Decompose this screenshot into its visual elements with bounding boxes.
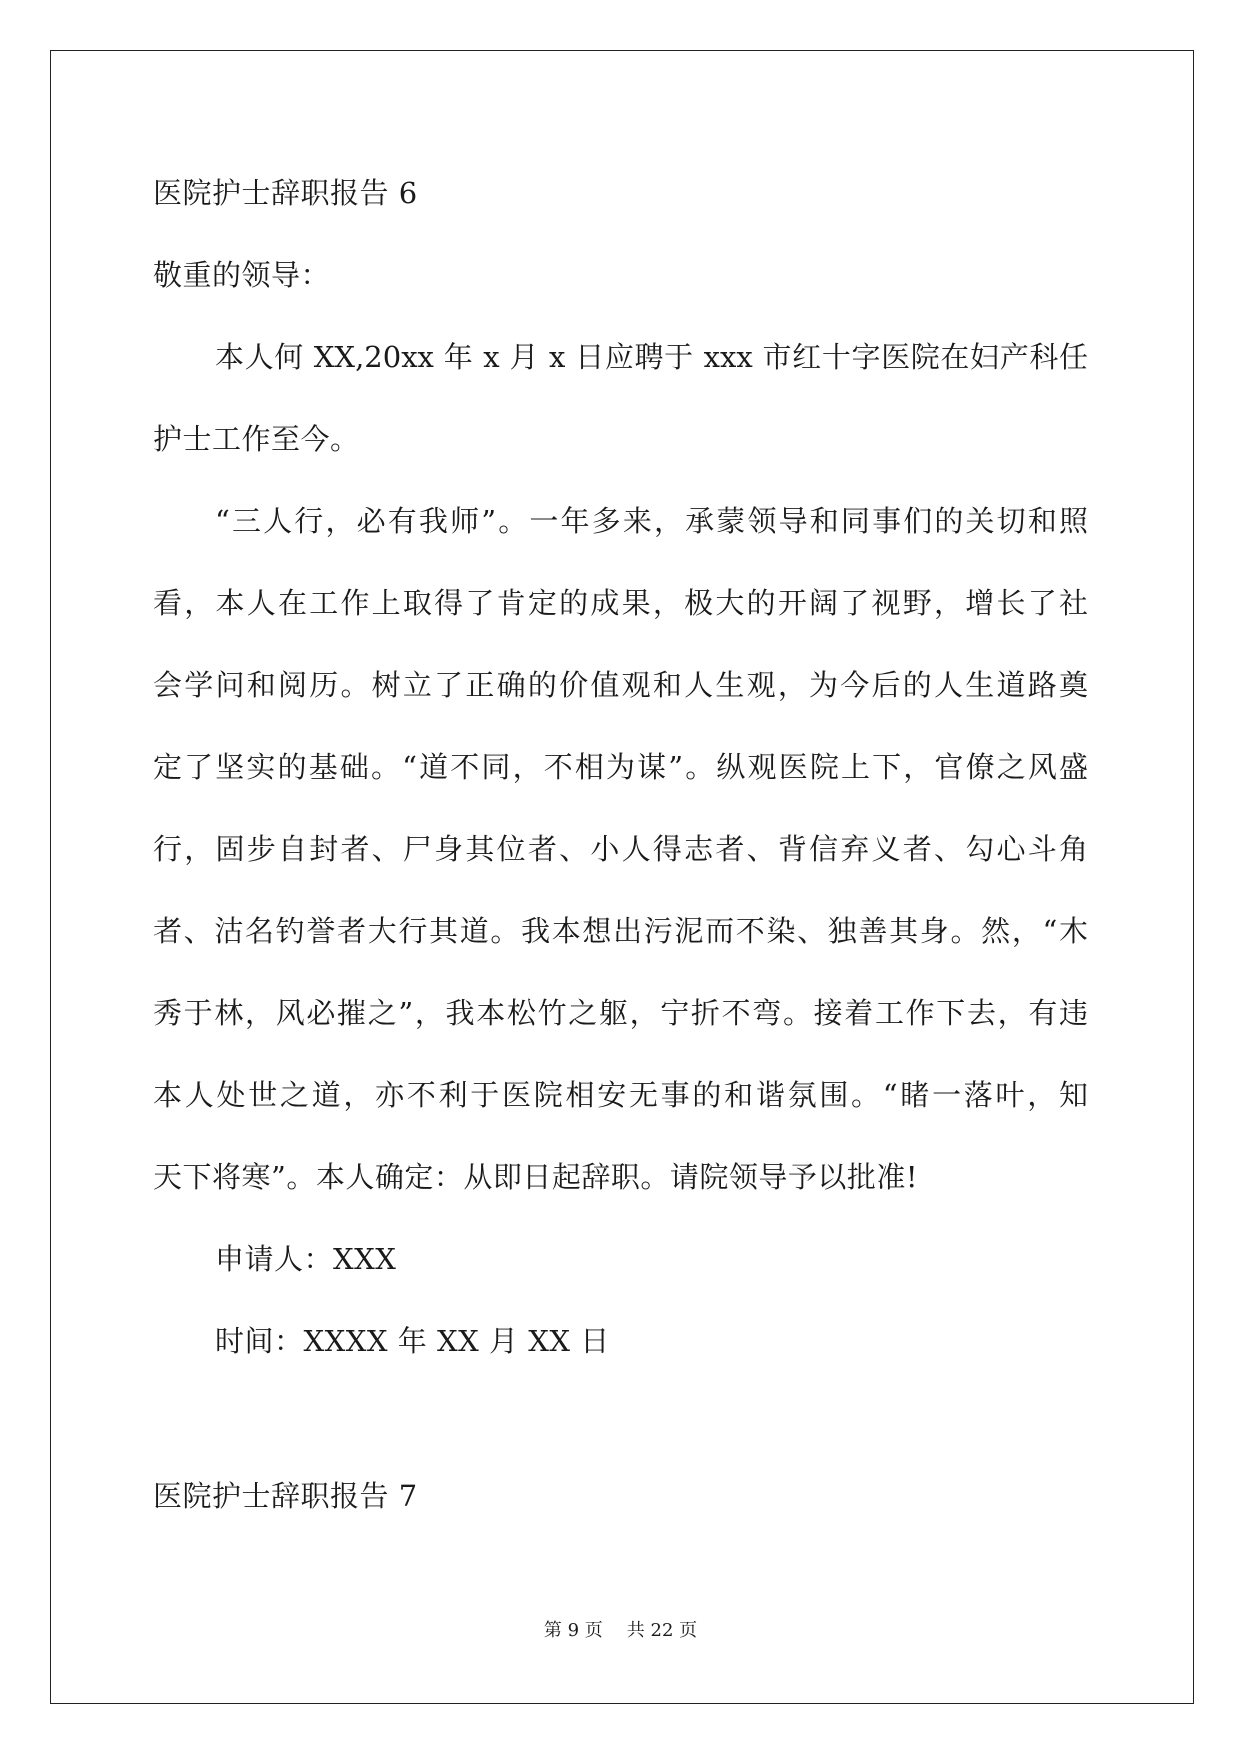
paragraph-line: 本人处世之道，亦不利于医院相安无事的和谐氛围。“睹一落叶，知 <box>153 1078 1088 1112</box>
date-line: 时间：XXXX 年 XX 月 XX 日 <box>215 1324 610 1358</box>
paragraph-line: 会学问和阅历。树立了正确的价值观和人生观，为今后的人生道路奠 <box>153 668 1088 702</box>
paragraph-line: 者、沽名钓誉者大行其道。我本想出污泥而不染、独善其身。然，“木 <box>153 914 1088 948</box>
paragraph-line: “三人行，必有我师”。一年多来，承蒙领导和同事们的关切和照 <box>215 504 1088 538</box>
section-heading-7: 医院护士辞职报告 7 <box>153 1479 418 1513</box>
applicant-line: 申请人：XXX <box>215 1242 397 1276</box>
paragraph-line: 看，本人在工作上取得了肯定的成果，极大的开阔了视野，增长了社 <box>153 586 1088 620</box>
paragraph-line: 天下将寒”。本人确定：从即日起辞职。请院领导予以批准! <box>153 1160 918 1194</box>
paragraph-line: 护士工作至今。 <box>153 422 360 456</box>
salutation: 敬重的领导： <box>153 258 331 292</box>
page-total: 共 22 页 <box>626 1620 698 1641</box>
paragraph-line: 行，固步自封者、尸身其位者、小人得志者、背信弃义者、勾心斗角 <box>153 832 1088 866</box>
paragraph-line: 秀于林，风必摧之”，我本松竹之躯，宁折不弯。接着工作下去，有违 <box>153 996 1088 1030</box>
page-number: 第 9 页 <box>543 1620 603 1641</box>
page-footer <box>0 1620 1241 1642</box>
paragraph-line: 定了坚实的基础。“道不同，不相为谋”。纵观医院上下，官僚之风盛 <box>153 750 1088 784</box>
section-heading-6: 医院护士辞职报告 6 <box>153 176 418 210</box>
page-border <box>50 50 1194 1704</box>
paragraph-line: 本人何 XX,20xx 年 x 月 x 日应聘于 xxx 市红十字医院在妇产科任 <box>215 340 1088 374</box>
